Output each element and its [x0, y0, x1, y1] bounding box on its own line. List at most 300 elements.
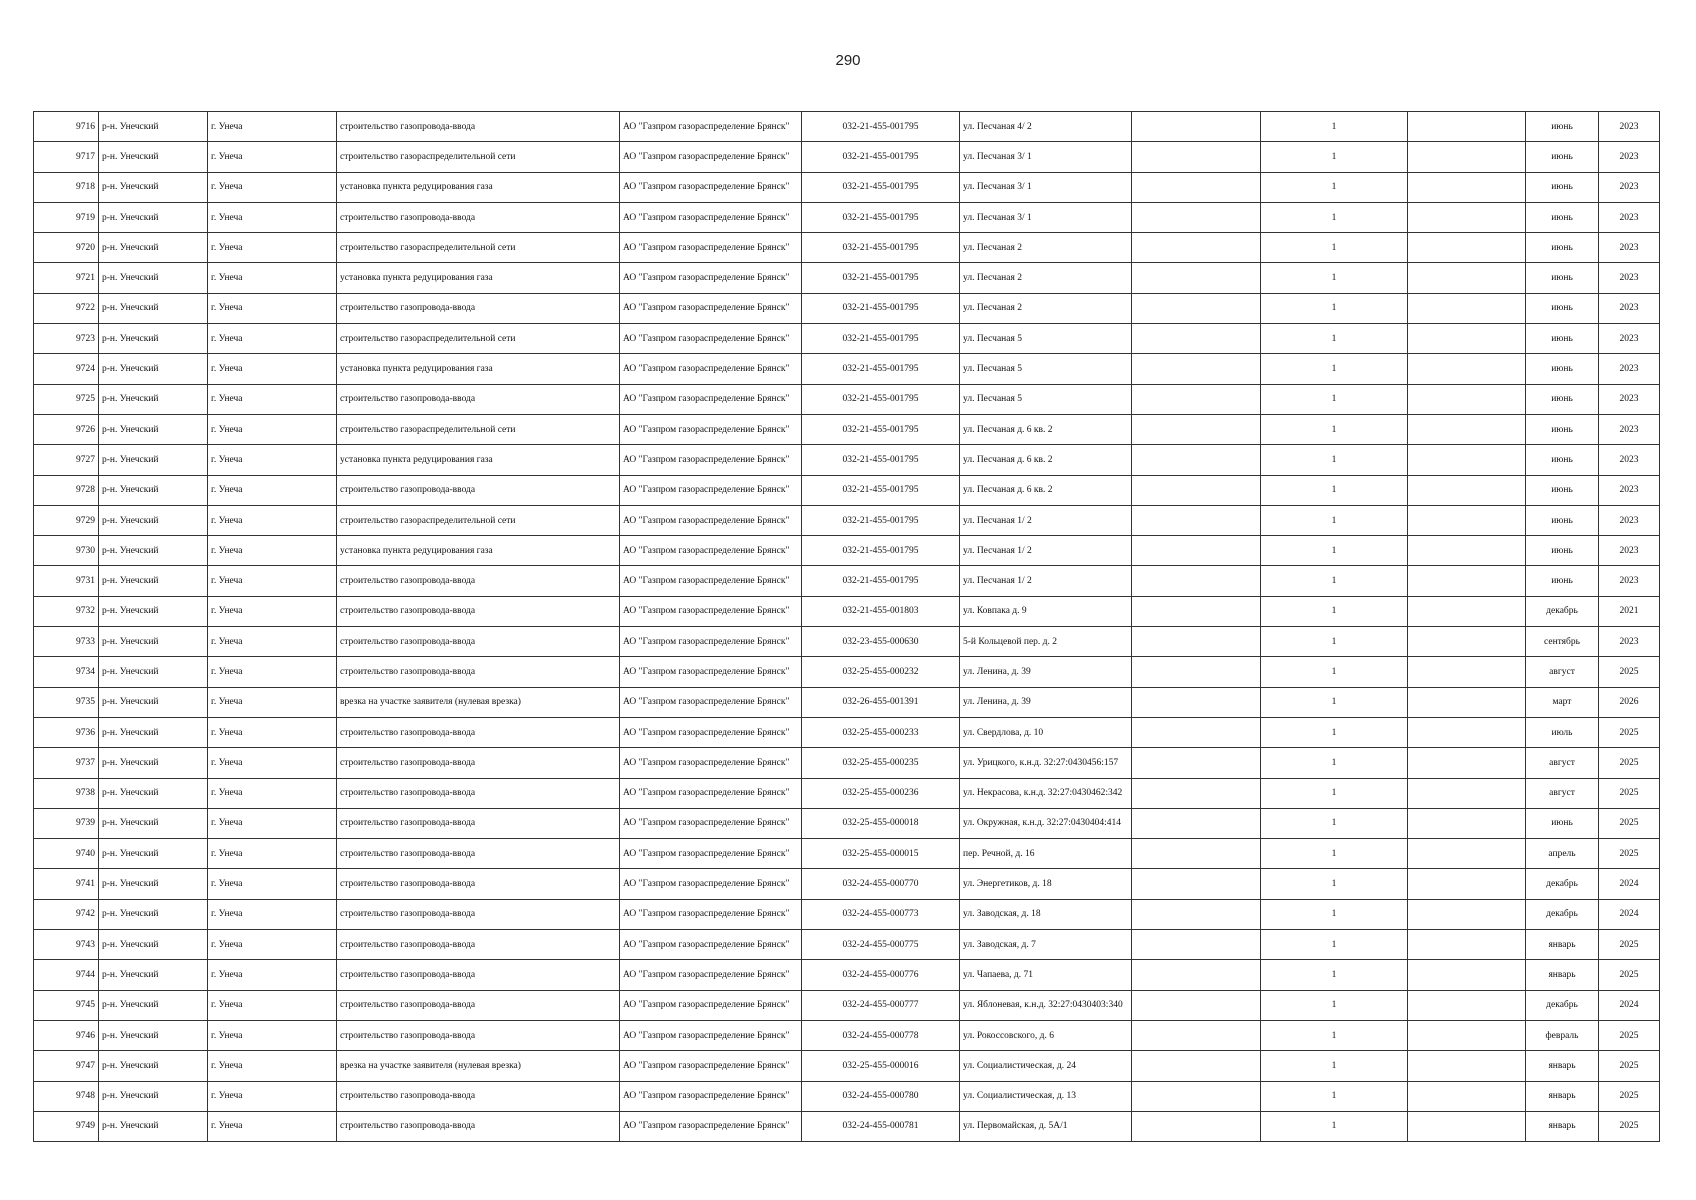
- row-number-cell: 9721: [34, 263, 99, 293]
- table-body: [34, 112, 1660, 1142]
- district-cell: р-н. Унечский: [99, 1051, 208, 1081]
- organization-cell: АО "Газпром газораспределение Брянск": [620, 112, 802, 142]
- month-cell: август: [1526, 748, 1599, 778]
- address-cell: ул. Песчаная 3/ 1: [960, 202, 1132, 232]
- application-number-cell: 032-24-455-000781: [802, 1111, 960, 1141]
- work-type-cell: строительство газопровода-ввода: [337, 930, 620, 960]
- quantity-cell: 1: [1261, 1111, 1408, 1141]
- month-cell: июнь: [1526, 202, 1599, 232]
- address-cell: ул. Песчаная 1/ 2: [960, 536, 1132, 566]
- address-cell: ул. Песчаная 1/ 2: [960, 566, 1132, 596]
- table-row: [34, 233, 1660, 263]
- month-cell: январь: [1526, 960, 1599, 990]
- quantity-cell: 1: [1261, 354, 1408, 384]
- district-cell: р-н. Унечский: [99, 748, 208, 778]
- organization-cell: АО "Газпром газораспределение Брянск": [620, 233, 802, 263]
- year-cell: 2024: [1599, 869, 1660, 899]
- quantity-cell: 1: [1261, 869, 1408, 899]
- empty-cell: [1132, 930, 1261, 960]
- district-cell: р-н. Унечский: [99, 657, 208, 687]
- organization-cell: АО "Газпром газораспределение Брянск": [620, 748, 802, 778]
- month-cell: январь: [1526, 1111, 1599, 1141]
- organization-cell: АО "Газпром газораспределение Брянск": [620, 930, 802, 960]
- work-type-cell: строительство газопровода-ввода: [337, 778, 620, 808]
- application-number-cell: 032-21-455-001795: [802, 172, 960, 202]
- organization-cell: АО "Газпром газораспределение Брянск": [620, 808, 802, 838]
- year-cell: 2023: [1599, 112, 1660, 142]
- empty-cell: [1132, 505, 1261, 535]
- quantity-cell: 1: [1261, 172, 1408, 202]
- month-cell: июнь: [1526, 142, 1599, 172]
- organization-cell: АО "Газпром газораспределение Брянск": [620, 475, 802, 505]
- empty-cell: [1408, 475, 1526, 505]
- address-cell: ул. Песчаная 2: [960, 263, 1132, 293]
- row-number-cell: 9745: [34, 990, 99, 1020]
- year-cell: 2025: [1599, 930, 1660, 960]
- empty-cell: [1408, 1020, 1526, 1050]
- table-row: [34, 354, 1660, 384]
- organization-cell: АО "Газпром газораспределение Брянск": [620, 839, 802, 869]
- year-cell: 2025: [1599, 748, 1660, 778]
- table-row: [34, 808, 1660, 838]
- address-cell: ул. Песчаная 3/ 1: [960, 142, 1132, 172]
- row-number-cell: 9737: [34, 748, 99, 778]
- table-row: [34, 475, 1660, 505]
- year-cell: 2025: [1599, 1051, 1660, 1081]
- empty-cell: [1408, 808, 1526, 838]
- month-cell: август: [1526, 657, 1599, 687]
- empty-cell: [1132, 960, 1261, 990]
- district-cell: р-н. Унечский: [99, 627, 208, 657]
- city-cell: г. Унеча: [208, 445, 337, 475]
- organization-cell: АО "Газпром газораспределение Брянск": [620, 142, 802, 172]
- district-cell: р-н. Унечский: [99, 354, 208, 384]
- table-row: [34, 263, 1660, 293]
- empty-cell: [1408, 293, 1526, 323]
- application-number-cell: 032-21-455-001795: [802, 263, 960, 293]
- year-cell: 2025: [1599, 1020, 1660, 1050]
- district-cell: р-н. Унечский: [99, 112, 208, 142]
- row-number-cell: 9725: [34, 384, 99, 414]
- table-row: [34, 657, 1660, 687]
- application-number-cell: 032-21-455-001795: [802, 445, 960, 475]
- address-cell: ул. Песчаная д. 6 кв. 2: [960, 445, 1132, 475]
- application-number-cell: 032-24-455-000778: [802, 1020, 960, 1050]
- table-row: [34, 445, 1660, 475]
- organization-cell: АО "Газпром газораспределение Брянск": [620, 1081, 802, 1111]
- row-number-cell: 9749: [34, 1111, 99, 1141]
- work-type-cell: строительство газопровода-ввода: [337, 627, 620, 657]
- work-type-cell: установка пункта редуцирования газа: [337, 172, 620, 202]
- empty-cell: [1408, 657, 1526, 687]
- empty-cell: [1408, 566, 1526, 596]
- quantity-cell: 1: [1261, 1020, 1408, 1050]
- year-cell: 2025: [1599, 778, 1660, 808]
- address-cell: ул. Социалистическая, д. 24: [960, 1051, 1132, 1081]
- address-cell: ул. Песчаная 2: [960, 293, 1132, 323]
- organization-cell: АО "Газпром газораспределение Брянск": [620, 505, 802, 535]
- year-cell: 2021: [1599, 596, 1660, 626]
- quantity-cell: 1: [1261, 293, 1408, 323]
- table-row: [34, 1051, 1660, 1081]
- empty-cell: [1132, 1051, 1261, 1081]
- empty-cell: [1132, 293, 1261, 323]
- city-cell: г. Унеча: [208, 657, 337, 687]
- table-row: [34, 324, 1660, 354]
- work-type-cell: установка пункта редуцирования газа: [337, 354, 620, 384]
- table-row: [34, 869, 1660, 899]
- city-cell: г. Унеча: [208, 869, 337, 899]
- row-number-cell: 9748: [34, 1081, 99, 1111]
- quantity-cell: 1: [1261, 778, 1408, 808]
- quantity-cell: 1: [1261, 233, 1408, 263]
- district-cell: р-н. Унечский: [99, 960, 208, 990]
- month-cell: декабрь: [1526, 899, 1599, 929]
- row-number-cell: 9733: [34, 627, 99, 657]
- district-cell: р-н. Унечский: [99, 475, 208, 505]
- work-type-cell: строительство газопровода-ввода: [337, 384, 620, 414]
- organization-cell: АО "Газпром газораспределение Брянск": [620, 869, 802, 899]
- table-row: [34, 930, 1660, 960]
- organization-cell: АО "Газпром газораспределение Брянск": [620, 384, 802, 414]
- month-cell: апрель: [1526, 839, 1599, 869]
- empty-cell: [1132, 839, 1261, 869]
- row-number-cell: 9742: [34, 899, 99, 929]
- city-cell: г. Унеча: [208, 172, 337, 202]
- application-number-cell: 032-23-455-000630: [802, 627, 960, 657]
- city-cell: г. Унеча: [208, 112, 337, 142]
- row-number-cell: 9731: [34, 566, 99, 596]
- work-type-cell: строительство газораспределительной сети: [337, 505, 620, 535]
- city-cell: г. Унеча: [208, 1020, 337, 1050]
- row-number-cell: 9724: [34, 354, 99, 384]
- empty-cell: [1132, 445, 1261, 475]
- month-cell: июнь: [1526, 293, 1599, 323]
- work-type-cell: строительство газораспределительной сети: [337, 324, 620, 354]
- table-row: [34, 1081, 1660, 1111]
- empty-cell: [1408, 172, 1526, 202]
- year-cell: 2023: [1599, 354, 1660, 384]
- row-number-cell: 9735: [34, 687, 99, 717]
- work-type-cell: строительство газопровода-ввода: [337, 566, 620, 596]
- organization-cell: АО "Газпром газораспределение Брянск": [620, 627, 802, 657]
- application-number-cell: 032-21-455-001795: [802, 566, 960, 596]
- year-cell: 2023: [1599, 233, 1660, 263]
- table-row: [34, 899, 1660, 929]
- application-number-cell: 032-24-455-000780: [802, 1081, 960, 1111]
- application-number-cell: 032-21-455-001795: [802, 293, 960, 323]
- quantity-cell: 1: [1261, 687, 1408, 717]
- year-cell: 2023: [1599, 142, 1660, 172]
- row-number-cell: 9743: [34, 930, 99, 960]
- district-cell: р-н. Унечский: [99, 263, 208, 293]
- district-cell: р-н. Унечский: [99, 990, 208, 1020]
- district-cell: р-н. Унечский: [99, 566, 208, 596]
- city-cell: г. Унеча: [208, 930, 337, 960]
- empty-cell: [1408, 596, 1526, 626]
- empty-cell: [1408, 354, 1526, 384]
- quantity-cell: 1: [1261, 839, 1408, 869]
- organization-cell: АО "Газпром газораспределение Брянск": [620, 263, 802, 293]
- work-type-cell: строительство газопровода-ввода: [337, 112, 620, 142]
- district-cell: р-н. Унечский: [99, 414, 208, 444]
- application-number-cell: 032-25-455-000233: [802, 717, 960, 747]
- district-cell: р-н. Унечский: [99, 172, 208, 202]
- city-cell: г. Унеча: [208, 717, 337, 747]
- empty-cell: [1132, 748, 1261, 778]
- organization-cell: АО "Газпром газораспределение Брянск": [620, 657, 802, 687]
- empty-cell: [1132, 1081, 1261, 1111]
- table-row: [34, 687, 1660, 717]
- year-cell: 2025: [1599, 839, 1660, 869]
- month-cell: сентябрь: [1526, 627, 1599, 657]
- quantity-cell: 1: [1261, 263, 1408, 293]
- quantity-cell: 1: [1261, 960, 1408, 990]
- empty-cell: [1132, 384, 1261, 414]
- organization-cell: АО "Газпром газораспределение Брянск": [620, 445, 802, 475]
- empty-cell: [1408, 233, 1526, 263]
- month-cell: декабрь: [1526, 869, 1599, 899]
- empty-cell: [1408, 324, 1526, 354]
- row-number-cell: 9727: [34, 445, 99, 475]
- month-cell: июнь: [1526, 233, 1599, 263]
- empty-cell: [1408, 1081, 1526, 1111]
- work-type-cell: строительство газораспределительной сети: [337, 142, 620, 172]
- empty-cell: [1408, 869, 1526, 899]
- year-cell: 2025: [1599, 717, 1660, 747]
- month-cell: июнь: [1526, 384, 1599, 414]
- address-cell: ул. Песчаная 3/ 1: [960, 172, 1132, 202]
- city-cell: г. Унеча: [208, 596, 337, 626]
- table-row: [34, 839, 1660, 869]
- application-number-cell: 032-21-455-001795: [802, 202, 960, 232]
- organization-cell: АО "Газпром газораспределение Брянск": [620, 202, 802, 232]
- table-row: [34, 505, 1660, 535]
- quantity-cell: 1: [1261, 808, 1408, 838]
- address-cell: ул. Песчаная 1/ 2: [960, 505, 1132, 535]
- district-cell: р-н. Унечский: [99, 808, 208, 838]
- address-cell: ул. Песчаная д. 6 кв. 2: [960, 414, 1132, 444]
- table-row: [34, 202, 1660, 232]
- address-cell: ул. Песчаная 5: [960, 384, 1132, 414]
- district-cell: р-н. Унечский: [99, 899, 208, 929]
- city-cell: г. Унеча: [208, 1081, 337, 1111]
- application-number-cell: 032-21-455-001795: [802, 414, 960, 444]
- month-cell: июнь: [1526, 324, 1599, 354]
- empty-cell: [1408, 536, 1526, 566]
- district-cell: р-н. Унечский: [99, 596, 208, 626]
- organization-cell: АО "Газпром газораспределение Брянск": [620, 687, 802, 717]
- empty-cell: [1408, 778, 1526, 808]
- address-cell: ул. Свердлова, д. 10: [960, 717, 1132, 747]
- organization-cell: АО "Газпром газораспределение Брянск": [620, 596, 802, 626]
- quantity-cell: 1: [1261, 566, 1408, 596]
- address-cell: ул. Урицкого, к.н.д. 32:27:0430456:157: [960, 748, 1132, 778]
- district-cell: р-н. Унечский: [99, 233, 208, 263]
- empty-cell: [1408, 627, 1526, 657]
- empty-cell: [1408, 748, 1526, 778]
- empty-cell: [1408, 899, 1526, 929]
- row-number-cell: 9746: [34, 1020, 99, 1050]
- row-number-cell: 9716: [34, 112, 99, 142]
- empty-cell: [1132, 414, 1261, 444]
- work-type-cell: строительство газопровода-ввода: [337, 960, 620, 990]
- row-number-cell: 9747: [34, 1051, 99, 1081]
- address-cell: ул. Некрасова, к.н.д. 32:27:0430462:342: [960, 778, 1132, 808]
- empty-cell: [1408, 142, 1526, 172]
- empty-cell: [1408, 990, 1526, 1020]
- table-row: [34, 778, 1660, 808]
- table-row: [34, 960, 1660, 990]
- city-cell: г. Унеча: [208, 627, 337, 657]
- empty-cell: [1132, 1020, 1261, 1050]
- empty-cell: [1132, 869, 1261, 899]
- table-row: [34, 1111, 1660, 1141]
- application-number-cell: 032-21-455-001795: [802, 324, 960, 354]
- city-cell: г. Унеча: [208, 778, 337, 808]
- address-cell: ул. Ковпака д. 9: [960, 596, 1132, 626]
- organization-cell: АО "Газпром газораспределение Брянск": [620, 1111, 802, 1141]
- month-cell: июнь: [1526, 808, 1599, 838]
- table-row: [34, 414, 1660, 444]
- city-cell: г. Унеча: [208, 263, 337, 293]
- quantity-cell: 1: [1261, 1051, 1408, 1081]
- row-number-cell: 9741: [34, 869, 99, 899]
- empty-cell: [1408, 960, 1526, 990]
- year-cell: 2023: [1599, 324, 1660, 354]
- row-number-cell: 9719: [34, 202, 99, 232]
- month-cell: июнь: [1526, 505, 1599, 535]
- organization-cell: АО "Газпром газораспределение Брянск": [620, 1051, 802, 1081]
- year-cell: 2023: [1599, 293, 1660, 323]
- year-cell: 2025: [1599, 960, 1660, 990]
- empty-cell: [1132, 566, 1261, 596]
- year-cell: 2023: [1599, 202, 1660, 232]
- work-type-cell: установка пункта редуцирования газа: [337, 263, 620, 293]
- month-cell: июнь: [1526, 536, 1599, 566]
- year-cell: 2024: [1599, 990, 1660, 1020]
- application-number-cell: 032-21-455-001795: [802, 475, 960, 505]
- address-cell: ул. Окружная, к.н.д. 32:27:0430404:414: [960, 808, 1132, 838]
- city-cell: г. Унеча: [208, 354, 337, 384]
- table-row: [34, 566, 1660, 596]
- quantity-cell: 1: [1261, 112, 1408, 142]
- address-cell: ул. Ленина, д. 39: [960, 687, 1132, 717]
- organization-cell: АО "Газпром газораспределение Брянск": [620, 293, 802, 323]
- row-number-cell: 9744: [34, 960, 99, 990]
- table-row: [34, 112, 1660, 142]
- address-cell: ул. Социалистическая, д. 13: [960, 1081, 1132, 1111]
- organization-cell: АО "Газпром газораспределение Брянск": [620, 990, 802, 1020]
- city-cell: г. Унеча: [208, 990, 337, 1020]
- district-cell: р-н. Унечский: [99, 384, 208, 414]
- empty-cell: [1408, 687, 1526, 717]
- work-type-cell: строительство газораспределительной сети: [337, 414, 620, 444]
- work-type-cell: врезка на участке заявителя (нулевая врезка): [337, 1051, 620, 1081]
- empty-cell: [1132, 142, 1261, 172]
- application-number-cell: 032-24-455-000776: [802, 960, 960, 990]
- work-type-cell: установка пункта редуцирования газа: [337, 536, 620, 566]
- year-cell: 2023: [1599, 263, 1660, 293]
- year-cell: 2024: [1599, 899, 1660, 929]
- application-number-cell: 032-21-455-001795: [802, 233, 960, 263]
- register-table: [33, 111, 1660, 1142]
- empty-cell: [1408, 414, 1526, 444]
- application-number-cell: 032-25-455-000235: [802, 748, 960, 778]
- application-number-cell: 032-21-455-001795: [802, 384, 960, 414]
- quantity-cell: 1: [1261, 536, 1408, 566]
- year-cell: 2023: [1599, 536, 1660, 566]
- district-cell: р-н. Унечский: [99, 930, 208, 960]
- application-number-cell: 032-25-455-000236: [802, 778, 960, 808]
- city-cell: г. Унеча: [208, 808, 337, 838]
- district-cell: р-н. Унечский: [99, 324, 208, 354]
- quantity-cell: 1: [1261, 990, 1408, 1020]
- year-cell: 2023: [1599, 445, 1660, 475]
- city-cell: г. Унеча: [208, 839, 337, 869]
- city-cell: г. Унеча: [208, 414, 337, 444]
- district-cell: р-н. Унечский: [99, 202, 208, 232]
- empty-cell: [1408, 384, 1526, 414]
- district-cell: р-н. Унечский: [99, 142, 208, 172]
- organization-cell: АО "Газпром газораспределение Брянск": [620, 414, 802, 444]
- empty-cell: [1132, 324, 1261, 354]
- year-cell: 2025: [1599, 1111, 1660, 1141]
- month-cell: июнь: [1526, 263, 1599, 293]
- address-cell: ул. Рокоссовского, д. 6: [960, 1020, 1132, 1050]
- month-cell: июнь: [1526, 445, 1599, 475]
- city-cell: г. Унеча: [208, 293, 337, 323]
- application-number-cell: 032-21-455-001795: [802, 505, 960, 535]
- month-cell: январь: [1526, 1081, 1599, 1111]
- empty-cell: [1408, 263, 1526, 293]
- district-cell: р-н. Унечский: [99, 505, 208, 535]
- city-cell: г. Унеча: [208, 1051, 337, 1081]
- district-cell: р-н. Унечский: [99, 445, 208, 475]
- month-cell: июнь: [1526, 566, 1599, 596]
- empty-cell: [1132, 1111, 1261, 1141]
- month-cell: январь: [1526, 930, 1599, 960]
- month-cell: август: [1526, 778, 1599, 808]
- empty-cell: [1408, 1111, 1526, 1141]
- work-type-cell: строительство газопровода-ввода: [337, 990, 620, 1020]
- application-number-cell: 032-21-455-001795: [802, 536, 960, 566]
- quantity-cell: 1: [1261, 717, 1408, 747]
- organization-cell: АО "Газпром газораспределение Брянск": [620, 536, 802, 566]
- application-number-cell: 032-25-455-000232: [802, 657, 960, 687]
- district-cell: р-н. Унечский: [99, 687, 208, 717]
- work-type-cell: строительство газопровода-ввода: [337, 1020, 620, 1050]
- empty-cell: [1132, 172, 1261, 202]
- year-cell: 2023: [1599, 505, 1660, 535]
- work-type-cell: строительство газопровода-ввода: [337, 475, 620, 505]
- quantity-cell: 1: [1261, 596, 1408, 626]
- application-number-cell: 032-24-455-000773: [802, 899, 960, 929]
- table-row: [34, 748, 1660, 778]
- address-cell: ул. Заводская, д. 7: [960, 930, 1132, 960]
- quantity-cell: 1: [1261, 202, 1408, 232]
- application-number-cell: 032-24-455-000777: [802, 990, 960, 1020]
- application-number-cell: 032-24-455-000770: [802, 869, 960, 899]
- empty-cell: [1408, 930, 1526, 960]
- year-cell: 2023: [1599, 172, 1660, 202]
- application-number-cell: 032-21-455-001803: [802, 596, 960, 626]
- month-cell: декабрь: [1526, 990, 1599, 1020]
- quantity-cell: 1: [1261, 899, 1408, 929]
- month-cell: июнь: [1526, 112, 1599, 142]
- city-cell: г. Унеча: [208, 960, 337, 990]
- district-cell: р-н. Унечский: [99, 778, 208, 808]
